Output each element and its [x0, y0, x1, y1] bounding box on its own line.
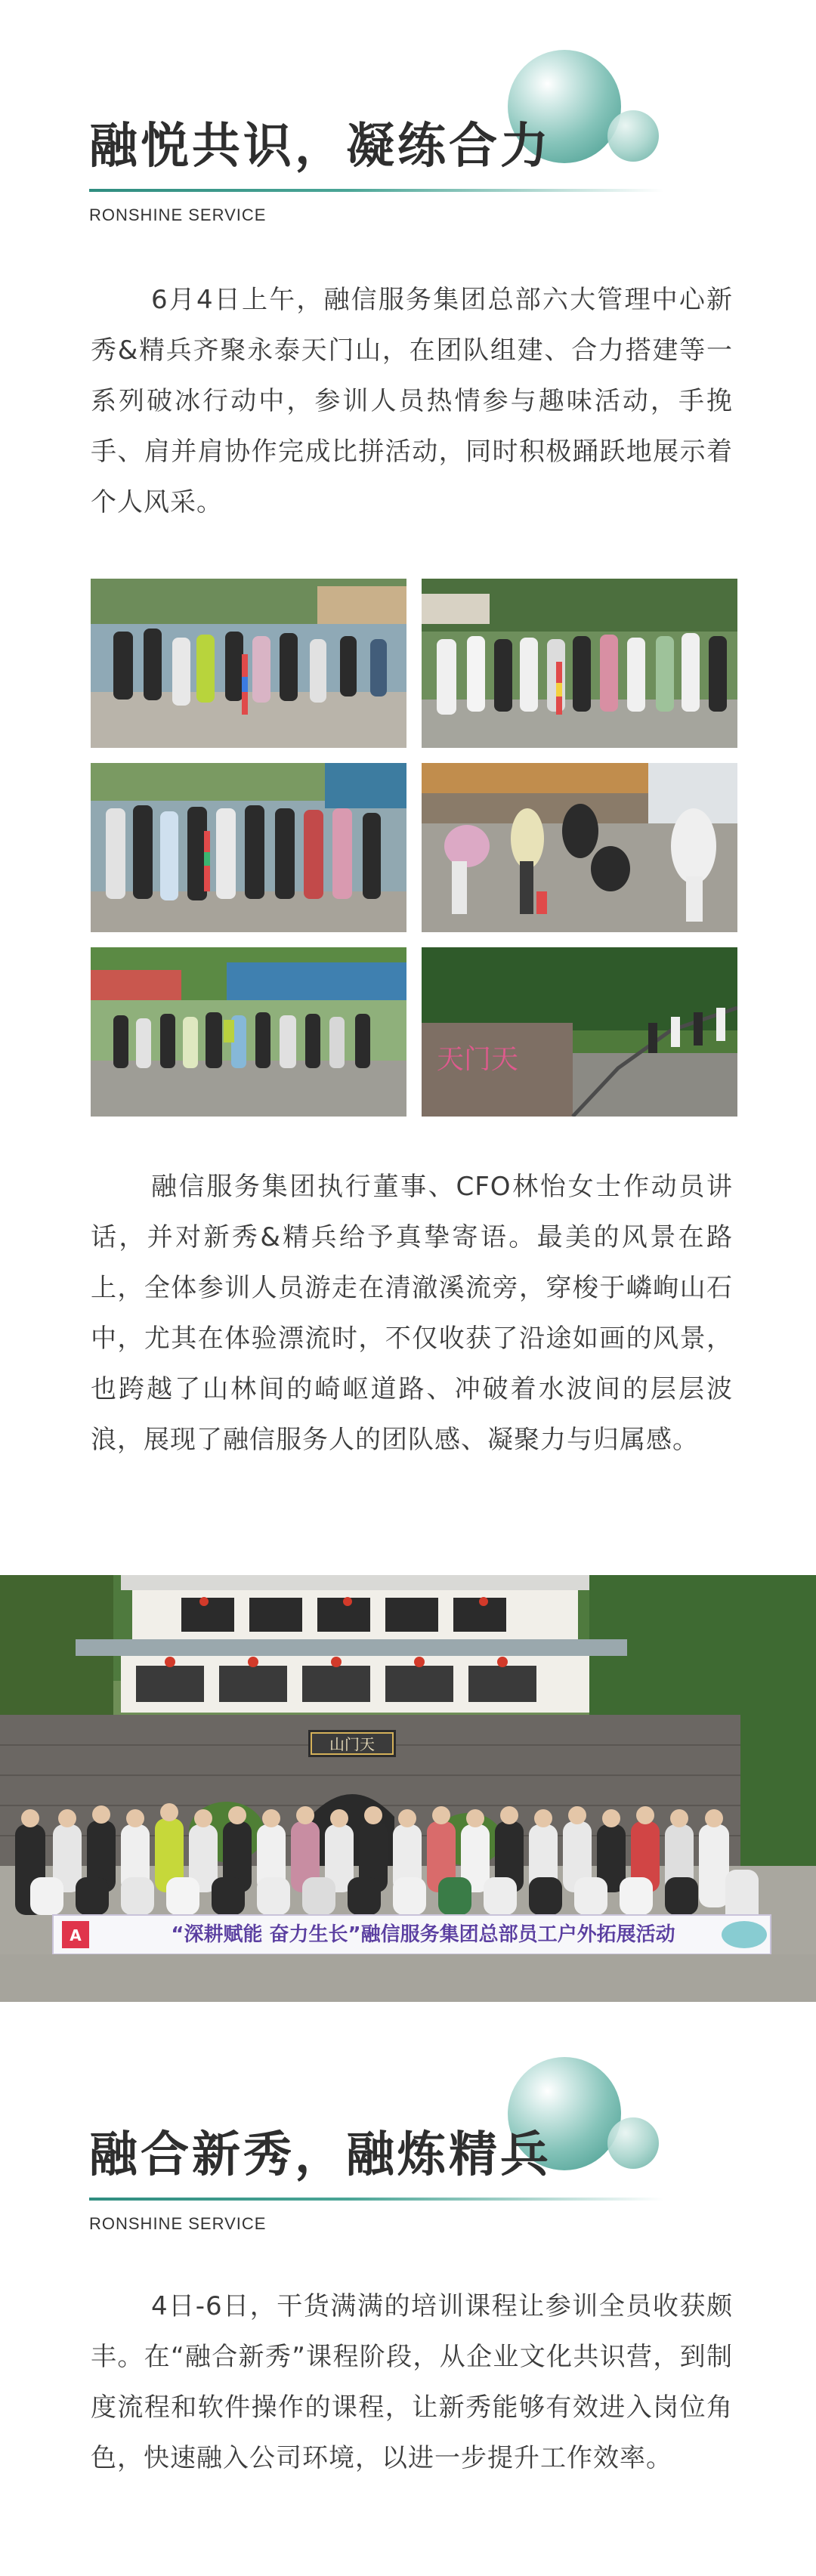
section2-header	[0, 2037, 816, 2264]
section2-subtitle: RONSHINE SERVICE	[89, 2214, 267, 2233]
group-photo-2	[422, 579, 737, 748]
section2-paragraph: 4日-6日，干货满满的培训课程让参训全员收获颇丰。在“融合新秀”课程阶段，从企业文化共识营，到制度流程和软件操作的课程，让新秀能够有效进入岗位角色，快速融入公司环境，以进一步提升工作效率。	[91, 2291, 733, 2473]
svg-text:A: A	[70, 1926, 82, 1944]
section1-divider	[89, 189, 663, 192]
section1-header	[0, 30, 816, 257]
section1-paragraph2: 融信服务集团执行董事、CFO林怡女士作动员讲话，并对新秀&精兵给予真挚寄语。最美的风景在路上，全体参训人员游走在清澈溪流旁，穿梭于嶙峋山石中，尤其在体验漂流时，不仅收获了沿途如画的风景，也跨越了山林间的崎岖道路、冲破着水波间的层层波浪，展现了融信服务人的团队感、凝聚力与归属感。	[91, 1172, 733, 1455]
section1-paragraph1: 6月4日上午，融信服务集团总部六大管理中心新秀&精兵齐聚永泰天门山，在团队组建、合力搭建等一系列破冰行动中，参训人员热情参与趣味活动，手挽手、肩并肩协作完成比拼活动，同时积极踊跃地展示着个人风采。	[91, 285, 733, 517]
banner-group-photo	[0, 1575, 816, 2002]
gate-sign-text: 山门天	[329, 1735, 375, 1753]
section2-divider	[89, 2198, 663, 2201]
decor-circle-small	[607, 110, 659, 162]
section1-title: 融悦共识，凝练合力	[89, 119, 552, 175]
section2-title: 融合新秀，融炼精兵	[89, 2127, 552, 2183]
banner-text: “深耕赋能 奋力生长”融信服务集团总部员工户外拓展活动	[171, 1923, 675, 1946]
group-photo-6	[422, 947, 737, 1117]
group-photo-3	[91, 763, 406, 932]
group-photo-4	[422, 763, 737, 932]
stone-sign-text: 天门天	[437, 1044, 519, 1075]
group-photo-1	[91, 579, 406, 748]
group-photo-5	[91, 947, 406, 1117]
section1-subtitle: RONSHINE SERVICE	[89, 205, 267, 224]
decor-circle-small	[607, 2117, 659, 2169]
